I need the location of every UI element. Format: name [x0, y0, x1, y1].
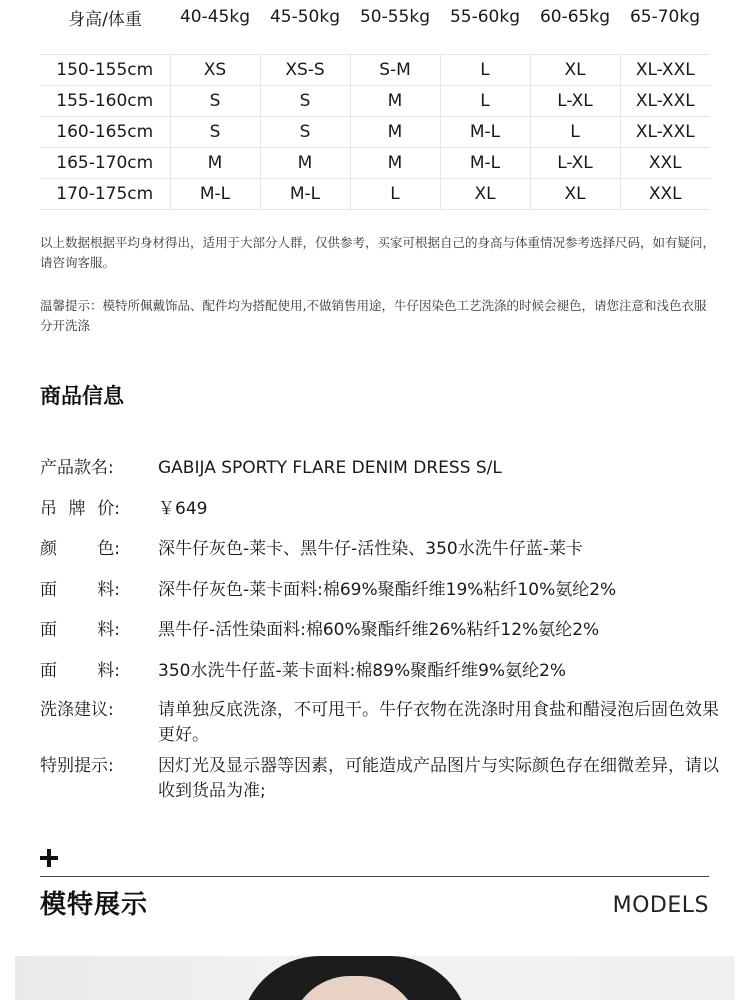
product-info-title: 商品信息	[40, 384, 124, 408]
info-value: ￥649	[158, 498, 208, 519]
size-chart-header-cell: 40-45kg	[179, 7, 251, 27]
product-info-list	[40, 455, 720, 804]
info-label-char: 颜	[40, 539, 57, 559]
table-cell: L	[440, 86, 530, 117]
table-cell: M	[350, 86, 440, 117]
info-value: 黑牛仔-活性染面料:棉60%聚酯纤维26%粘纤12%氨纶2%	[158, 620, 600, 640]
size-chart-header-cell: 45-50kg	[269, 7, 341, 27]
table-cell: 170-175cm	[40, 179, 170, 210]
info-label-char: 面	[40, 660, 57, 681]
table-cell: L	[350, 179, 440, 210]
info-value: 因灯光及显示器等因素，可能造成产品图片与实际颜色存在细微差异，请以收到货品为准;	[158, 756, 719, 801]
size-chart-header-cell: 50-55kg	[359, 7, 431, 27]
table-cell: XL-XXL	[620, 86, 710, 117]
list-item	[40, 617, 720, 643]
info-label	[40, 536, 120, 562]
list-item	[40, 496, 720, 522]
table-cell: L-XL	[530, 86, 620, 117]
table-cell: S	[170, 86, 260, 117]
table-cell: XL	[530, 179, 620, 210]
table-row	[40, 55, 710, 86]
size-chart-header-cell: 身高/体重	[68, 9, 142, 30]
info-label	[40, 577, 120, 603]
size-chart-header-cell: 65-70kg	[629, 7, 701, 27]
table-cell: 150-155cm	[40, 55, 170, 86]
list-item	[40, 455, 720, 481]
models-section-title: 模特展示	[40, 890, 149, 920]
table-cell: XXL	[620, 179, 710, 210]
table-cell: S	[260, 117, 350, 148]
info-value: 深牛仔灰色-莱卡面料:棉69%聚酯纤维19%粘纤10%氨纶2%	[158, 579, 617, 600]
info-label-char: 料:	[97, 660, 120, 681]
size-chart-table	[40, 0, 710, 210]
size-chart-header-cell: 60-65kg	[539, 7, 611, 27]
table-row	[40, 179, 710, 210]
size-chart-spacer	[40, 34, 710, 55]
info-value: 350水洗牛仔蓝-莱卡面料:棉89%聚酯纤维9%氨纶2%	[158, 660, 567, 681]
table-cell: M	[350, 117, 440, 148]
table-row	[40, 117, 710, 148]
info-label-char: 色:	[97, 539, 120, 559]
info-label-char: 面	[40, 620, 57, 640]
list-item	[40, 698, 720, 748]
table-cell: XL-XXL	[620, 117, 710, 148]
section-divider	[40, 876, 709, 877]
table-cell: M	[170, 148, 260, 179]
info-label	[40, 617, 120, 643]
info-label-char: 吊	[40, 498, 57, 519]
table-cell: XL	[440, 179, 530, 210]
table-cell: XXL	[620, 148, 710, 179]
table-cell: 160-165cm	[40, 117, 170, 148]
table-cell: L	[440, 55, 530, 86]
list-item	[40, 577, 720, 603]
table-cell: M	[350, 148, 440, 179]
info-label-char: 牌	[68, 498, 86, 519]
info-value: 深牛仔灰色-莱卡、黑牛仔-活性染、350水洗牛仔蓝-莱卡	[158, 539, 583, 559]
model-photo	[15, 956, 735, 1000]
models-section-subtitle: MODELS	[612, 893, 709, 918]
info-label-char: 价:	[97, 498, 120, 519]
info-label: 特别提示:	[40, 756, 114, 776]
size-chart-header-row	[40, 0, 710, 34]
list-item	[40, 658, 720, 684]
table-cell: M-L	[260, 179, 350, 210]
table-cell: S-M	[350, 55, 440, 86]
table-cell: XS-S	[260, 55, 350, 86]
size-chart-note: 以上数据根据平均身材得出，适用于大部分人群，仅供参考，买家可根据自己的身高与体重情况参考选择尺码，如有疑问，请咨询客服。	[40, 235, 716, 270]
table-cell: L-XL	[530, 148, 620, 179]
table-cell: XS	[170, 55, 260, 86]
info-label	[40, 496, 120, 522]
table-cell: 165-170cm	[40, 148, 170, 179]
table-cell: XL-XXL	[620, 55, 710, 86]
care-tip-note: 温馨提示：模特所佩戴饰品、配件均为搭配使用,不做销售用途，牛仔因染色工艺洗涤的时候会褪色，请您注意和浅色衣服分开洗涤	[40, 298, 707, 333]
table-cell: M-L	[170, 179, 260, 210]
plus-icon	[40, 849, 58, 867]
table-row	[40, 86, 710, 117]
list-item	[40, 754, 720, 804]
info-label-char: 料:	[97, 579, 120, 600]
list-item	[40, 536, 720, 562]
info-label	[40, 658, 120, 684]
info-value: GABIJA SPORTY FLARE DENIM DRESS S/L	[158, 458, 502, 478]
table-cell: L	[530, 117, 620, 148]
table-cell: 155-160cm	[40, 86, 170, 117]
size-chart-header-cell: 55-60kg	[449, 7, 521, 27]
table-cell: M	[260, 148, 350, 179]
table-cell: M-L	[440, 117, 530, 148]
table-row	[40, 148, 710, 179]
info-label: 洗涤建议:	[40, 700, 114, 720]
table-cell: XL	[530, 55, 620, 86]
info-value: 请单独反底洗涤，不可甩干。牛仔衣物在洗涤时用食盐和醋浸泡后固色效果更好。	[158, 700, 719, 745]
info-label: 产品款名:	[40, 458, 114, 478]
info-label-char: 料:	[97, 620, 120, 640]
info-label-char: 面	[40, 579, 57, 600]
table-cell: S	[170, 117, 260, 148]
table-cell: M-L	[440, 148, 530, 179]
table-cell: S	[260, 86, 350, 117]
